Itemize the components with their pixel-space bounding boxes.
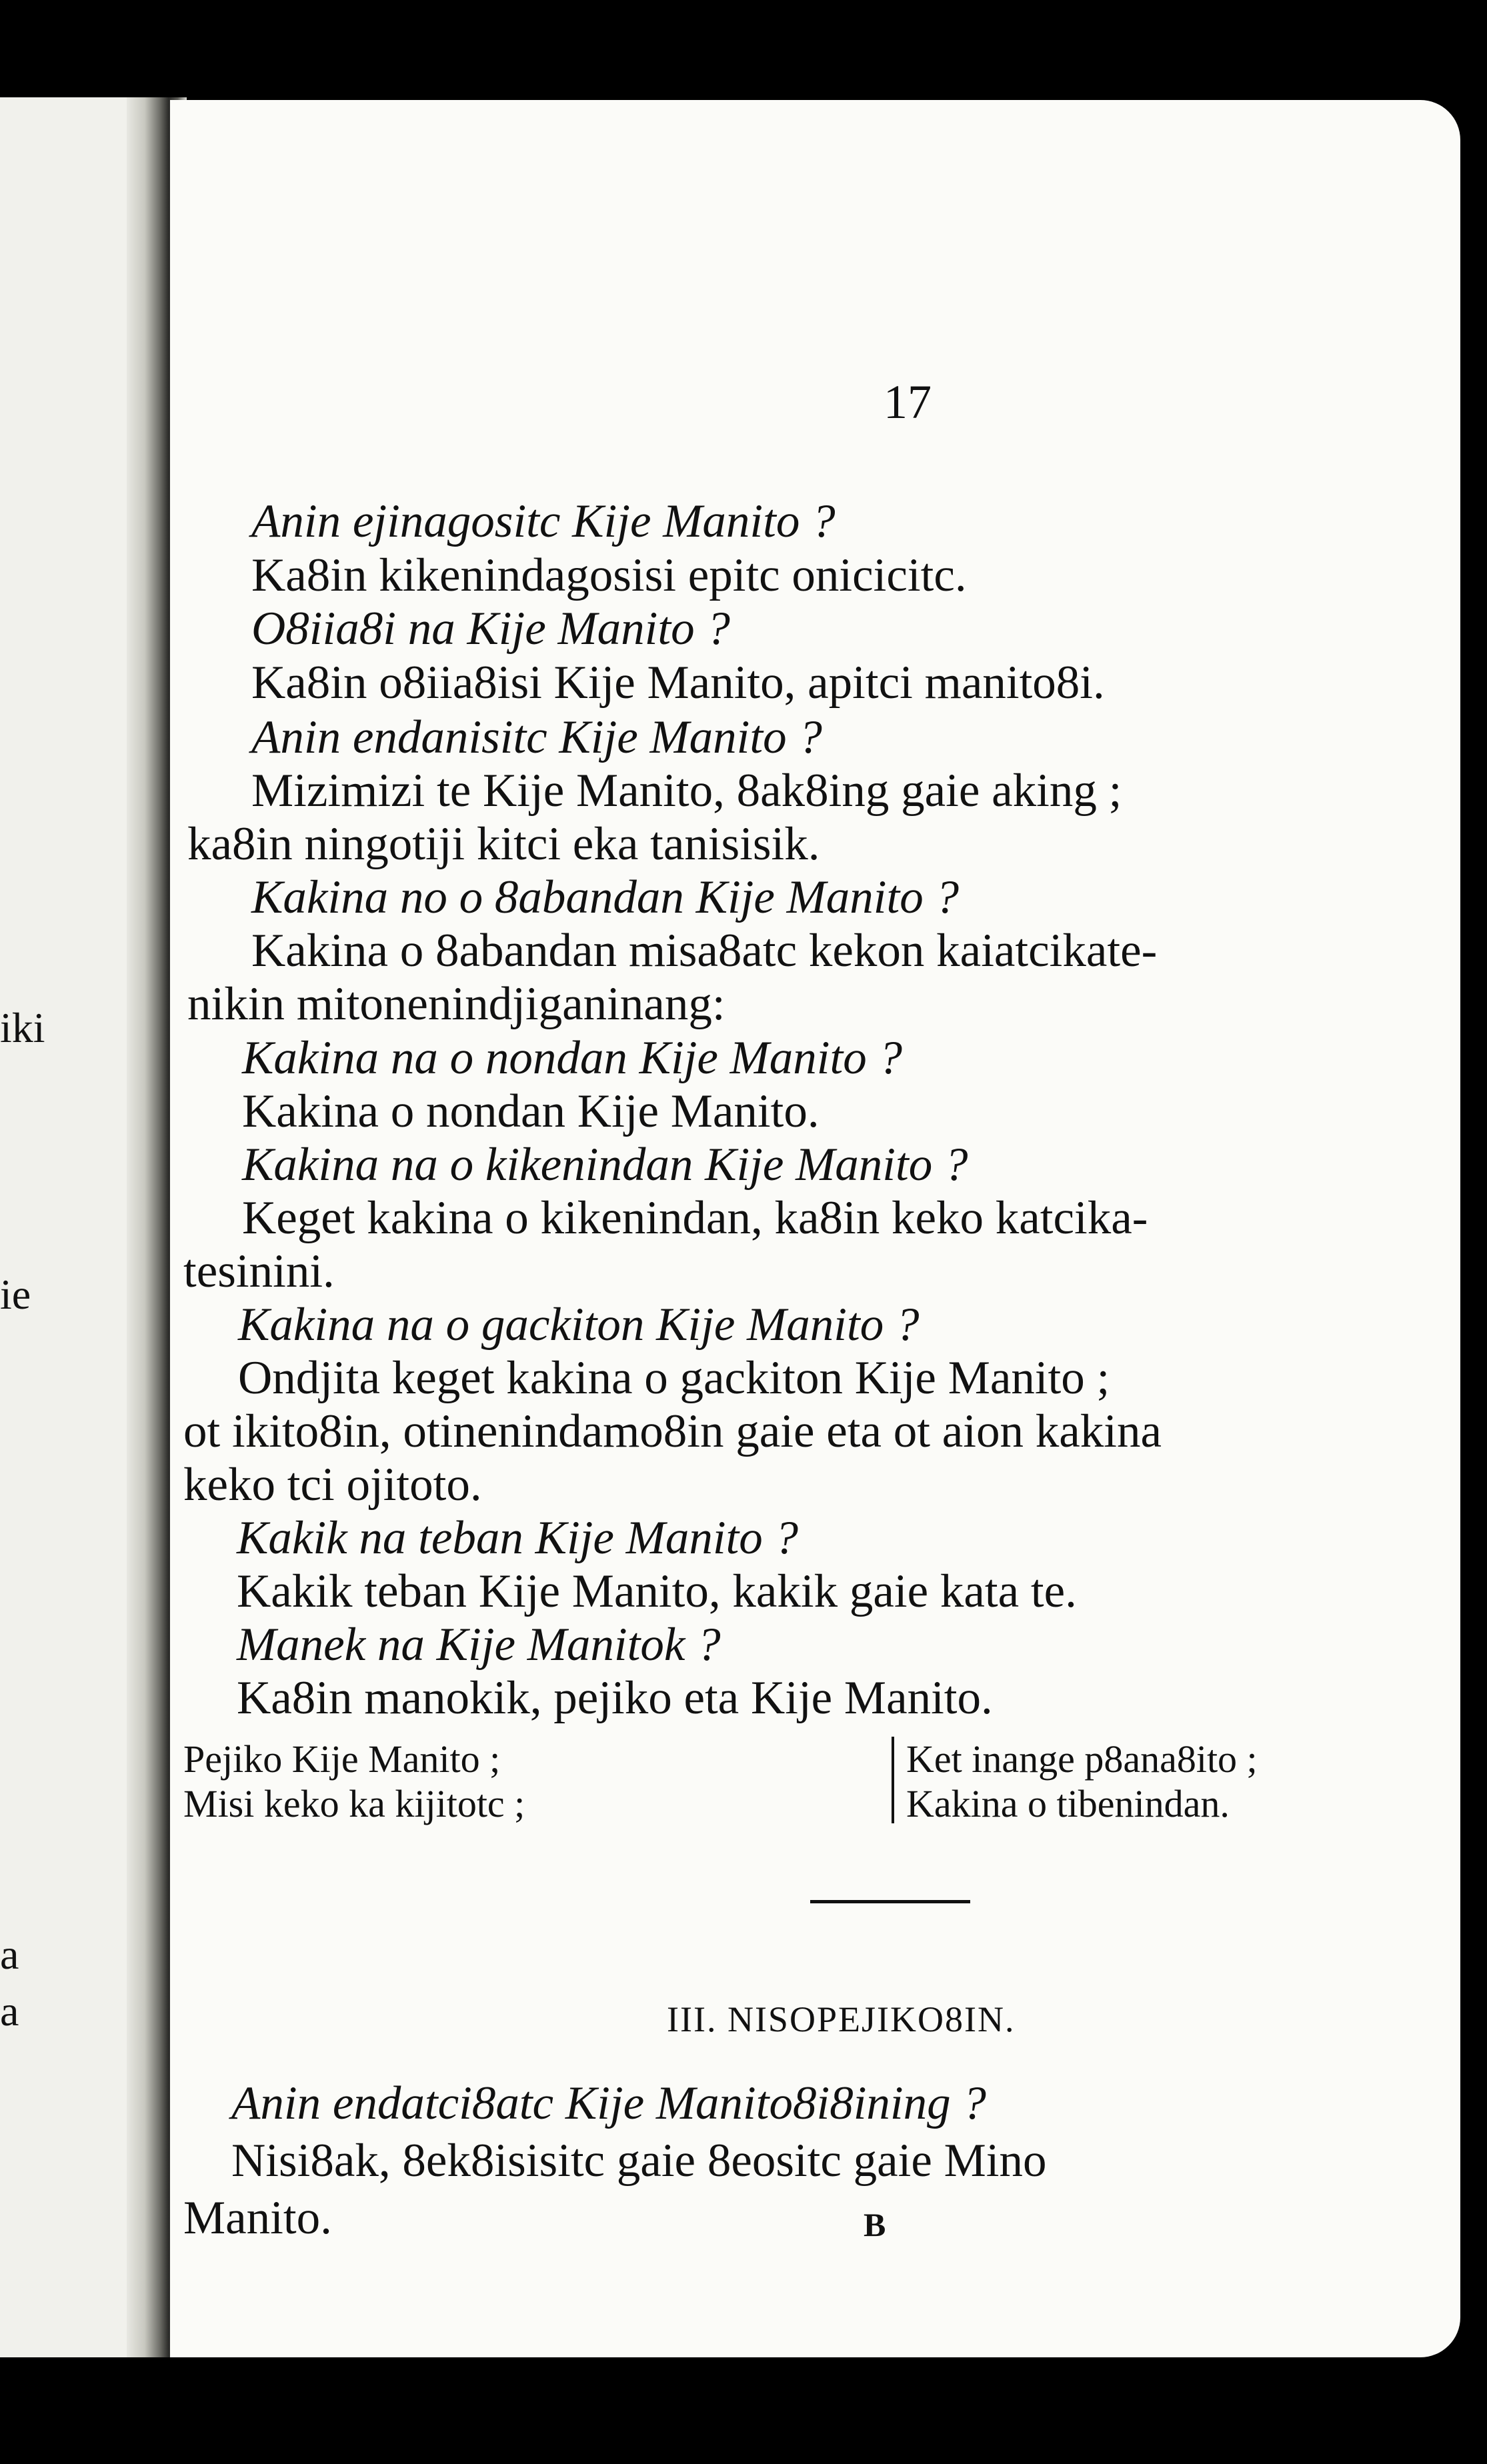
section-rule: [810, 1900, 970, 1903]
answer-line: ot ikito8in, otinenindamo8in gaie eta ot aion kakina: [183, 1405, 1162, 1457]
answer-line: nikin mitonenindjiganinang:: [187, 978, 725, 1030]
question-line: Kakina na o kikenindan Kije Manito ?: [242, 1139, 968, 1191]
answer-line: Keget kakina o kikenindan, ka8in keko katcika-: [242, 1192, 1148, 1244]
question-line: Kakina na o nondan Kije Manito ?: [242, 1032, 903, 1084]
poem-left-line: Misi keko ka kijitotc ;: [183, 1782, 525, 1825]
question-line: Manek na Kije Manitok ?: [237, 1619, 721, 1671]
answer-line: Ondjita keget kakina o gackiton Kije Manito ;: [238, 1352, 1110, 1404]
question-line: Anin endanisitc Kije Manito ?: [251, 711, 822, 763]
answer-line: tesinini.: [183, 1245, 335, 1297]
poem-right-line: Ket inange p8ana8ito ;: [906, 1737, 1258, 1781]
question-line: O8iia8i na Kije Manito ?: [251, 603, 730, 655]
section-title: III. NISOPEJIKO8IN.: [667, 1999, 1016, 2039]
left-page-fragment: a: [0, 1931, 19, 1978]
poem-left-line: Pejiko Kije Manito ;: [183, 1737, 501, 1781]
answer-line: Ka8in manokik, pejiko eta Kije Manito.: [237, 1672, 993, 1724]
question-line: Anin ejinagositc Kije Manito ?: [251, 495, 836, 547]
left-page-fragment: ie: [0, 1271, 31, 1318]
left-page-fragment: iki: [0, 1004, 45, 1051]
answer-line: Mizimizi te Kije Manito, 8ak8ing gaie aking ;: [251, 765, 1122, 817]
left-page-edge: [0, 97, 137, 2357]
question-line: Kakina no o 8abandan Kije Manito ?: [251, 871, 960, 923]
answer-line: Manito.: [183, 2192, 332, 2244]
poem-divider: [892, 1737, 894, 1823]
answer-line: keko tci ojitoto.: [183, 1459, 482, 1511]
answer-line: Ka8in kikenindagosisi epitc onicicitc.: [251, 549, 967, 601]
answer-line: ka8in ningotiji kitci eka tanisisik.: [187, 818, 820, 870]
question-line: Kakina na o gackiton Kije Manito ?: [238, 1299, 920, 1351]
question-line: Anin endatci8atc Kije Manito8i8ining ?: [231, 2077, 986, 2129]
left-page-fragment: a: [0, 1987, 19, 2035]
poem-right-line: Kakina o tibenindan.: [906, 1782, 1230, 1825]
answer-line: Kakik teban Kije Manito, kakik gaie kata te.: [237, 1565, 1077, 1617]
page-number: 17: [884, 375, 932, 429]
answer-line: Kakina o nondan Kije Manito.: [242, 1085, 820, 1137]
answer-line: Ka8in o8iia8isi Kije Manito, apitci manito8i.: [251, 657, 1105, 709]
question-line: Kakik na teban Kije Manito ?: [237, 1512, 799, 1564]
answer-line: Nisi8ak, 8ek8isisitc gaie 8eositc gaie Mino: [231, 2135, 1047, 2187]
answer-line: Kakina o 8abandan misa8atc kekon kaiatcikate-: [251, 925, 1158, 977]
signature-mark: B: [864, 2206, 886, 2243]
book-page: [170, 100, 1460, 2357]
